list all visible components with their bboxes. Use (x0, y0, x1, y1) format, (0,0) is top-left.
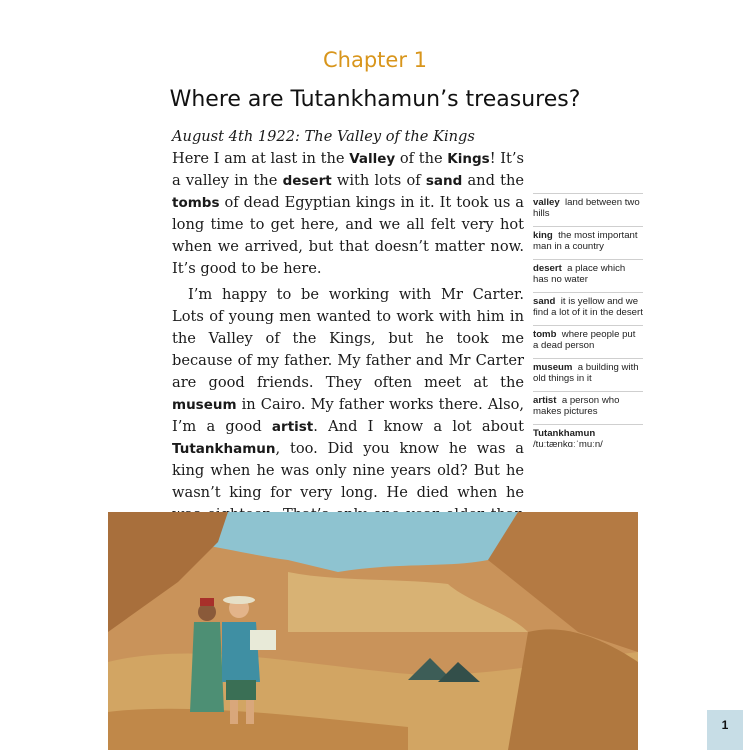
glossary-word: artist (271, 419, 314, 435)
glossary-entry: desert a place which has no water (533, 259, 643, 285)
glossary-word: tombs (172, 195, 220, 211)
page-number: 1 (707, 710, 743, 750)
paragraph-1: Here I am at last in the Valley of the Kings! It’s a valley in the desert with lots of sand and the tombs of dead Egyptian kings in it. It took us a long time to get here, and we all felt very hot when we arrived, but that doesn’t matter now. It’s good to be here. (172, 150, 524, 277)
glossary-entry: Tutankhamun /tuːtænkɑːˈmuːn/ (533, 424, 643, 450)
chapter-label: Chapter 1 (323, 48, 427, 72)
glossary-word: Kings (447, 151, 490, 167)
valley-illustration (108, 512, 638, 750)
glossary-word: museum (172, 397, 237, 413)
glossary-entry: artist a person who makes pictures (533, 391, 643, 417)
dateline: August 4th 1922: The Valley of the Kings (172, 128, 475, 145)
glossary-entry: museum a building with old things in it (533, 358, 643, 384)
paragraph-2: I’m happy to be working with Mr Carter. Lots of young men wanted to work with him in the Valley of the Kings, but he took me because of my father. My father and Mr Carter are good friends. They often meet at the museum in Cairo. My father works there. Also, I’m a good artist. And I know a lot about Tutankhamun, too. Did you know he was a king when he was only nine years old? But he wasn’t king for very long. He died when he (172, 286, 524, 501)
glossary-entry: tomb where people put a dead person (533, 325, 643, 351)
glossary-word: Valley (349, 151, 396, 167)
glossary-entry: sand it is yellow and we find a lot of it in the desert (533, 292, 643, 318)
glossary-word: desert (282, 173, 332, 189)
glossary-entry: valley land between two hills (533, 193, 643, 219)
glossary-entry: king the most important man in a country (533, 226, 643, 252)
glossary-sidebar (533, 193, 643, 457)
glossary-word: Tutankhamun (172, 441, 276, 457)
chapter-title: Where are Tutankhamun’s treasures? (169, 87, 581, 112)
glossary-word: sand (425, 173, 463, 189)
